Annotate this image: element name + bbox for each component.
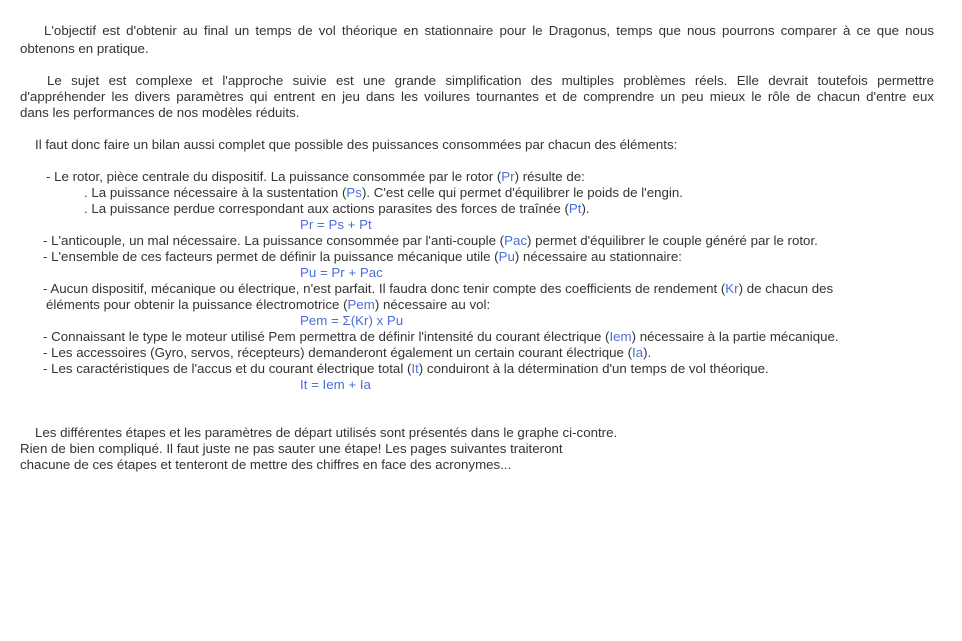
context-line-3: dans les performances de nos modèles réduits.	[20, 105, 300, 120]
var-kr: Kr	[725, 281, 739, 296]
equation-it: It = Iem + Ia	[300, 377, 371, 392]
kr-item: - Aucun dispositif, mécanique ou électrique, n'est parfait. Il faudra donc tenir compte des coefficients de rendement (Kr) de chacun des	[43, 281, 834, 296]
ps-subitem: . La puissance nécessaire à la sustentation (Ps). C'est celle qui permet d'équilibrer le poids de l'engin.	[84, 185, 683, 200]
var-pac: Pac	[504, 233, 528, 248]
equation-pr: Pr = Ps + Pt	[300, 217, 372, 232]
iem-item: - Connaissant le type le moteur utilisé Pem permettra de définir l'intensité du courant électrique (Iem) nécessaire à la partie mécanique.	[43, 329, 839, 344]
var-pt: Pt	[568, 201, 582, 216]
rotor-item: - Le rotor, pièce centrale du dispositif. La puissance consommée par le rotor (Pr) résulte de:	[46, 169, 585, 184]
equation-pem: Pem = Σ(Kr) x Pu	[300, 313, 404, 328]
bilan-line: Il faut donc faire un bilan aussi complet que possible des puissances consommées par chacun des éléments:	[35, 137, 678, 152]
var-ps: Ps	[346, 185, 362, 200]
var-iem: Iem	[609, 329, 632, 344]
steps-line-3: chacune de ces étapes et tenteront de mettre des chiffres en face des acronymes...	[20, 457, 512, 472]
var-pem: Pem	[347, 297, 375, 312]
steps-line-2: Rien de bien compliqué. Il faut juste ne pas sauter une étape! Les pages suivantes traiteront	[20, 441, 563, 456]
var-it: It	[411, 361, 419, 376]
var-ia: Ia	[632, 345, 644, 360]
pt-subitem: . La puissance perdue correspondant aux actions parasites des forces de traînée (Pt).	[84, 201, 590, 216]
pem-item: éléments pour obtenir la puissance électromotrice (Pem) nécessaire au vol:	[46, 297, 491, 312]
steps-line-1: Les différentes étapes et les paramètres de départ utilisés sont présentés dans le graphe ci-contre.	[35, 425, 618, 440]
context-line-1: Le sujet est complexe et l'approche suivie est une grande simplification des multiples problèmes réels. Elle devrait toutefois permettre	[47, 73, 934, 88]
anticouple-item: - L'anticouple, un mal nécessaire. La puissance consommée par l'anti-couple (Pac) permet d'équilibrer le couple généré par le rotor.	[43, 233, 818, 248]
equation-pu: Pu = Pr + Pac	[300, 265, 383, 280]
intro-line-1: L'objectif est d'obtenir au final un temps de vol théorique en stationnaire pour le Dragonus, temps que nous pourrons comparer à ce que nous	[44, 23, 934, 38]
intro-line-2: obtenons en pratique.	[20, 41, 149, 56]
context-line-2: d'appréhender les divers paramètres qui entrent en jeu dans les voilures tournantes et de comprendre un peu mieux le rôle de chacun d'entre eux	[20, 89, 934, 104]
var-pr: Pr	[501, 169, 515, 184]
it-item: - Les caractéristiques de l'accus et du courant électrique total (It) conduiront à la détermination d'un temps de vol théorique.	[43, 361, 769, 376]
ia-item: - Les accessoires (Gyro, servos, récepteurs) demanderont également un certain courant électrique (Ia).	[43, 345, 652, 360]
var-pu: Pu	[498, 249, 515, 264]
pu-item: - L'ensemble de ces facteurs permet de définir la puissance mécanique utile (Pu) nécessaire au stationnaire:	[43, 249, 682, 264]
